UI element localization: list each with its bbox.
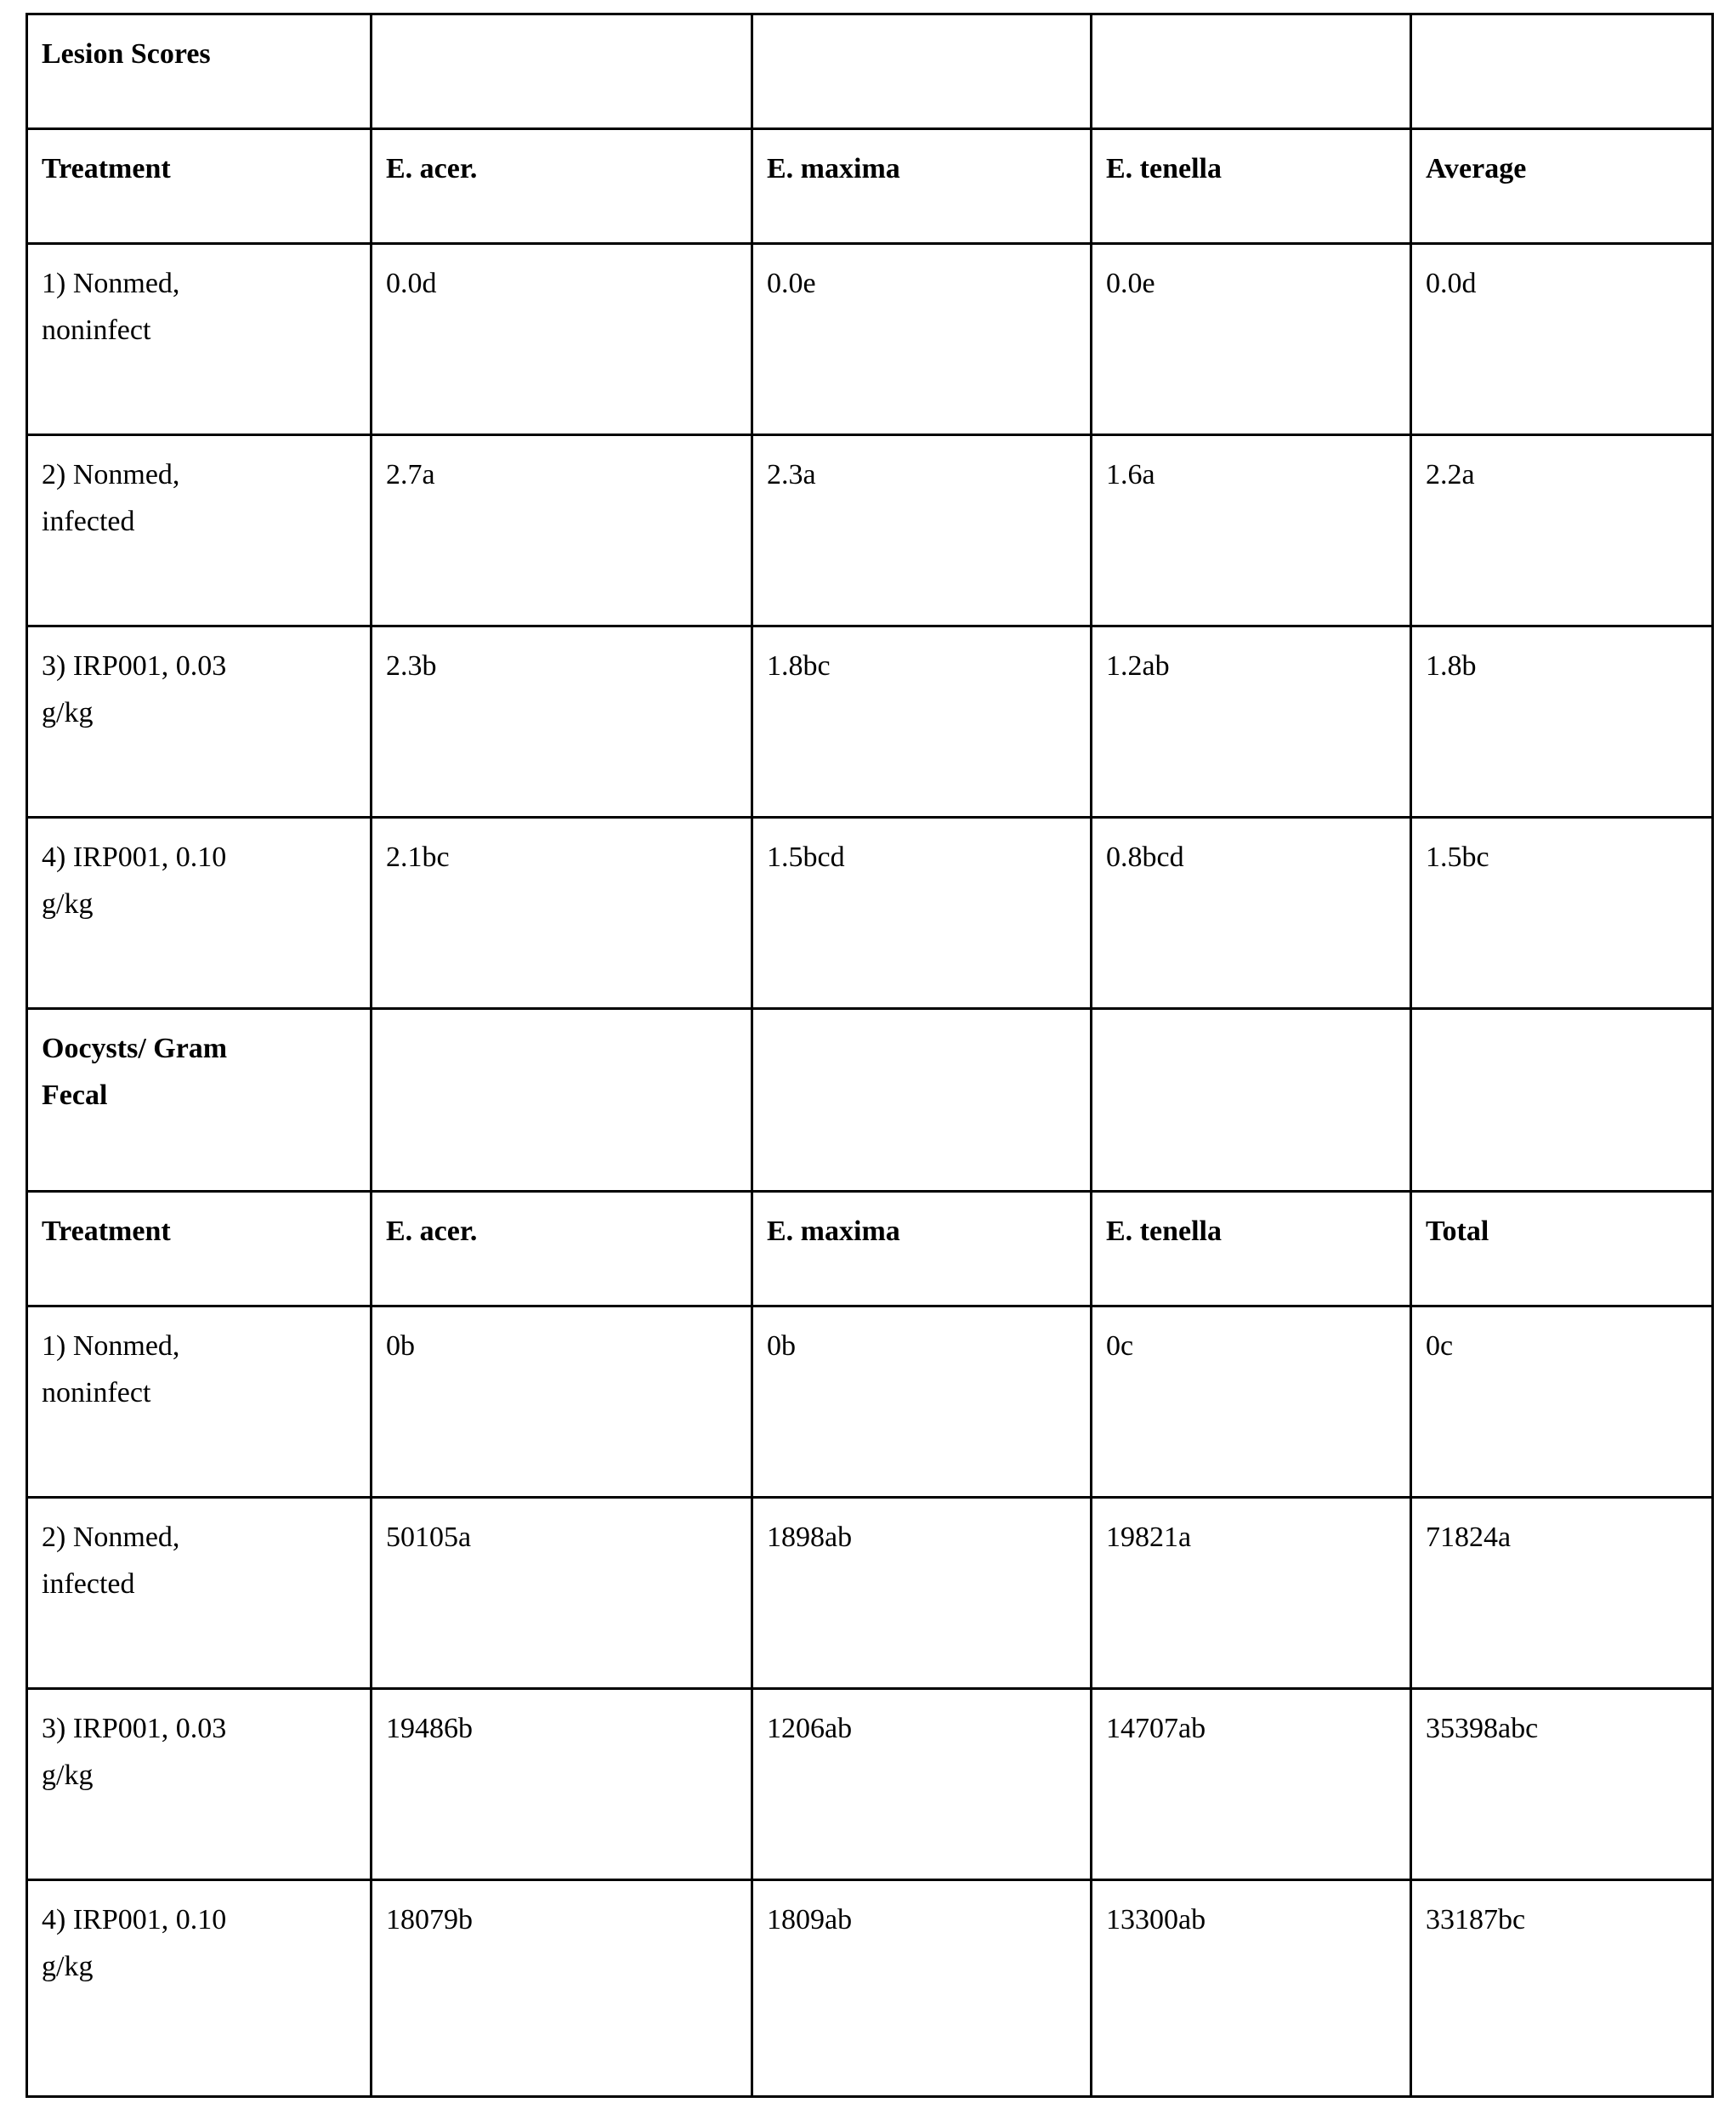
column-header: E. maxima <box>752 1192 1092 1306</box>
cell-value: 1.8bc <box>752 626 1092 818</box>
table-row <box>27 1880 1713 2097</box>
table-row <box>27 244 1713 435</box>
column-header: E. maxima <box>752 129 1092 244</box>
cell-value: 13300ab <box>1092 1880 1411 2097</box>
cell-value: 19486b <box>372 1689 752 1880</box>
table-row <box>27 818 1713 1009</box>
cell-value: 0b <box>372 1306 752 1498</box>
table-row <box>27 1192 1713 1306</box>
cell-value: 0.0e <box>1092 244 1411 435</box>
cell-value: 35398abc <box>1411 1689 1713 1880</box>
section-title: Lesion Scores <box>27 14 372 129</box>
cell-value: 0c <box>1411 1306 1713 1498</box>
results-table <box>26 13 1714 2098</box>
table-row <box>27 1498 1713 1689</box>
cell-value: 0.0d <box>1411 244 1713 435</box>
cell-value: 2.7a <box>372 435 752 626</box>
cell-value: 1.5bc <box>1411 818 1713 1009</box>
empty-cell <box>372 1009 752 1192</box>
cell-value: 1809ab <box>752 1880 1092 2097</box>
empty-cell <box>752 1009 1092 1192</box>
cell-value: 33187bc <box>1411 1880 1713 2097</box>
cell-value: 2.3b <box>372 626 752 818</box>
cell-value: 0.0d <box>372 244 752 435</box>
cell-value: 14707ab <box>1092 1689 1411 1880</box>
empty-cell <box>1092 14 1411 129</box>
cell-value: 2.3a <box>752 435 1092 626</box>
table-row <box>27 626 1713 818</box>
empty-cell <box>1411 1009 1713 1192</box>
empty-cell <box>1411 14 1713 129</box>
cell-value: 2.2a <box>1411 435 1713 626</box>
cell-value: 1.2ab <box>1092 626 1411 818</box>
cell-value: 50105a <box>372 1498 752 1689</box>
cell-treatment: 1) Nonmed, noninfect <box>27 244 372 435</box>
column-header: Total <box>1411 1192 1713 1306</box>
empty-cell <box>1092 1009 1411 1192</box>
cell-value: 2.1bc <box>372 818 752 1009</box>
cell-value: 1898ab <box>752 1498 1092 1689</box>
cell-value: 0b <box>752 1306 1092 1498</box>
column-header: E. tenella <box>1092 1192 1411 1306</box>
cell-value: 19821a <box>1092 1498 1411 1689</box>
column-header: E. acer. <box>372 1192 752 1306</box>
cell-value: 1.8b <box>1411 626 1713 818</box>
table-row <box>27 14 1713 129</box>
cell-value: 0.0e <box>752 244 1092 435</box>
cell-value: 71824a <box>1411 1498 1713 1689</box>
cell-value: 18079b <box>372 1880 752 2097</box>
cell-treatment: 3) IRP001, 0.03 g/kg <box>27 626 372 818</box>
cell-value: 1206ab <box>752 1689 1092 1880</box>
column-header: E. tenella <box>1092 129 1411 244</box>
cell-value: 1.6a <box>1092 435 1411 626</box>
cell-value: 0.8bcd <box>1092 818 1411 1009</box>
column-header: E. acer. <box>372 129 752 244</box>
cell-treatment: 4) IRP001, 0.10 g/kg <box>27 1880 372 2097</box>
column-header: Average <box>1411 129 1713 244</box>
empty-cell <box>752 14 1092 129</box>
table-row <box>27 435 1713 626</box>
table-row <box>27 129 1713 244</box>
table-row <box>27 1009 1713 1192</box>
cell-treatment: 1) Nonmed, noninfect <box>27 1306 372 1498</box>
cell-value: 0c <box>1092 1306 1411 1498</box>
table-row <box>27 1689 1713 1880</box>
cell-treatment: 2) Nonmed, infected <box>27 1498 372 1689</box>
cell-value: 1.5bcd <box>752 818 1092 1009</box>
column-header: Treatment <box>27 1192 372 1306</box>
cell-treatment: 3) IRP001, 0.03 g/kg <box>27 1689 372 1880</box>
cell-treatment: 4) IRP001, 0.10 g/kg <box>27 818 372 1009</box>
empty-cell <box>372 14 752 129</box>
section-title: Oocysts/ Gram Fecal <box>27 1009 372 1192</box>
column-header: Treatment <box>27 129 372 244</box>
table-row <box>27 1306 1713 1498</box>
cell-treatment: 2) Nonmed, infected <box>27 435 372 626</box>
